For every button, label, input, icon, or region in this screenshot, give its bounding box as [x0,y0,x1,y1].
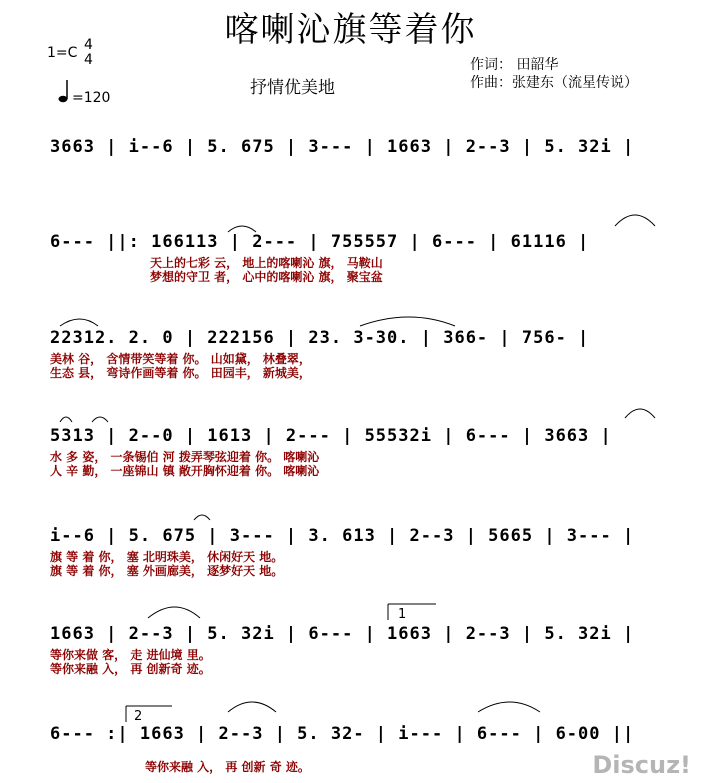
lyric-verse-2: 人 辛 勤， 一座锦山 镇 敞开胸怀迎着 你。 喀喇沁 [50,464,320,478]
lyric-verse-1: 等你来做 客， 走 进仙境 里。 [50,648,211,662]
score-row-5 [50,526,635,578]
score-row-6 [50,624,635,676]
volta-1-label: 1 [398,607,407,622]
score-row-4 [50,426,612,478]
lyric-verse-1: 美林 谷， 含情带笑等着 你。 山如黛， 林叠翠， [50,352,311,366]
lyric-verse-2: 梦想的守卫 者， 心中的喀喇沁 旗， 聚宝盆 [150,270,383,284]
tempo-marking: =120 [72,90,111,106]
time-signature-top: 4 [84,37,93,53]
score-row-3 [50,328,590,380]
notation-line: 22312. 2. 0 | 222156 | 23. 3-30. | 366- | 756- | [50,328,590,348]
lyric-verse-1: 等你来融 入， 再 创新 奇 迹。 [145,760,310,774]
lyric-verse-1: 旗 等 着 你， 塞 北明珠美， 休闲好天 地。 [50,550,284,564]
key-signature: 1=C [47,45,78,61]
notation-line: 6--- :| 1663 | 2--3 | 5. 32- | i--- | 6--- | 6-00 || [50,724,635,744]
score-row-7 [50,724,635,774]
notation-line: 3663 | i--6 | 5. 675 | 3--- | 1663 | 2--3 | 5. 32i | [50,137,635,157]
notation-line: 6--- ||: 166113 | 2--- | 755557 | 6--- | 61116 | [50,232,590,252]
lyric-verse-2: 生态 县， 弯诗作画等着 你。 田园丰， 新城美， [50,366,311,380]
song-title: 喀喇沁旗等着你 [224,10,477,50]
watermark: Discuz! [592,751,691,779]
notation-line: i--6 | 5. 675 | 3--- | 3. 613 | 2--3 | 5665 | 3--- | [50,526,635,546]
time-signature-bottom: 4 [84,52,93,68]
composer-credit: 作曲：张建东（流星传说） [470,75,638,91]
lyric-verse-2: 旗 等 着 你， 塞 外画廊美， 逐梦好天 地。 [50,564,284,578]
lyricist-credit: 作词： 田韶华 [470,57,559,73]
score-row-2 [50,232,590,284]
expression-marking: 抒情优美地 [250,78,335,98]
lyric-verse-2: 等你来融 入， 再 创新奇 迹。 [50,662,211,676]
volta-2-label: 2 [134,709,143,724]
notation-line: 5313 | 2--0 | 1613 | 2--- | 55532i | 6--- | 3663 | [50,426,612,446]
lyric-verse-1: 水 多 姿， 一条锡伯 河 拨弄琴弦迎着 你。 喀喇沁 [50,450,320,464]
lyric-verse-1: 天上的七彩 云， 地上的喀喇沁 旗， 马鞍山 [150,256,383,270]
notation-line: 1663 | 2--3 | 5. 32i | 6--- | 1663 | 2--3 | 5. 32i | [50,624,635,644]
score-row-1 [50,137,634,157]
